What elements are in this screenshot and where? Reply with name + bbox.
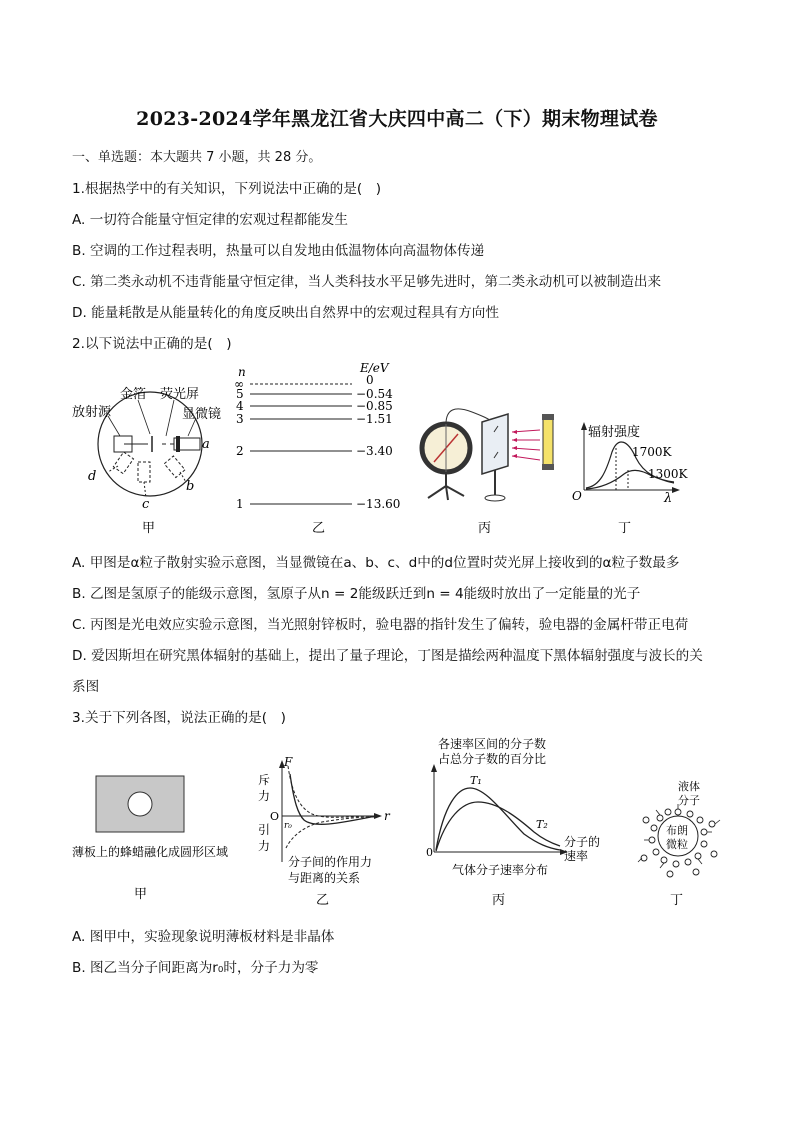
e-5: −0.54 [356, 387, 393, 401]
caption-ding: 丁 [618, 521, 632, 536]
xlabel-2: 速率 [564, 849, 589, 863]
caption-yi: 乙 [312, 521, 326, 536]
q2-fig-photoelectric [412, 362, 568, 542]
ylabel-1: 各速率区间的分子数 [438, 737, 547, 751]
q1-stem: 1.根据热学中的有关知识，下列说法中正确的是( ) [72, 181, 382, 197]
label-wax: 薄板上的蜂蜡融化成圆形区域 [72, 845, 229, 859]
q3-stem: 3.关于下列各图，说法正确的是( ) [72, 710, 286, 726]
caption-ding: 丁 [670, 893, 684, 908]
label-1700k: 1700K [632, 445, 672, 459]
label-1300k: 1300K [648, 467, 688, 481]
label-repulsive-1: 斥 [258, 773, 271, 787]
q3-fig-speed-distribution [414, 734, 610, 908]
q2-option-c: C. 丙图是光电效应实验示意图，当光照射锌板时，验电器的指针发生了偏转，验电器的金属杆带正电荷 [72, 617, 689, 633]
q2-fig-energy-levels [228, 362, 414, 542]
label-c: c [142, 497, 150, 512]
q1-option-a: A. 一切符合能量守恒定律的宏观过程都能发生 [72, 212, 348, 228]
repulsive-curve [288, 766, 376, 817]
label-repulsive-2: 力 [258, 789, 271, 803]
zinc-plate [482, 414, 508, 474]
caption-bing: 丙 [492, 893, 506, 908]
label-d: d [88, 469, 97, 484]
q2-option-b: B. 乙图是氢原子的能级示意图，氢原子从n = 2能级跃迁到n = 4能级时放出了一定能量的光子 [72, 586, 641, 602]
n-3: 3 [236, 412, 244, 426]
q1-option-d: D. 能量耗散是从能量转化的角度反映出自然界中的宏观过程具有方向性 [72, 305, 499, 321]
label-liquid-1: 液体 [678, 780, 700, 793]
label-attractive-1: 引 [258, 823, 271, 837]
q2-stem: 2.以下说法中正确的是( ) [72, 336, 232, 352]
ylabel: 辐射强度 [588, 425, 641, 440]
axis-n: n [238, 365, 246, 379]
q3-fig-brownian [626, 780, 736, 908]
axis-e: E/eV [360, 362, 389, 375]
origin: O [270, 810, 280, 823]
xlabel-1: 分子的 [564, 835, 601, 849]
q3-option-a: A. 图甲中，实验现象说明薄板材料是非晶体 [72, 929, 335, 945]
label-foil: 金箔 [120, 387, 147, 402]
uv-lamp [543, 418, 553, 466]
position-c-box [138, 462, 150, 482]
page-title: 2023-2024学年黑龙江省大庆四中高二（下）期末物理试卷 [136, 108, 658, 130]
q2-option-a: A. 甲图是α粒子散射实验示意图，当显微镜在a、b、c、d中的d位置时荧光屏上接收到的α粒子数最多 [72, 555, 680, 571]
e-2: −3.40 [356, 444, 393, 458]
label-1: 分子间的作用力 [288, 855, 373, 869]
e-1: −13.60 [356, 497, 401, 511]
label-distribution: 气体分子速率分布 [452, 863, 549, 877]
origin: 0 [426, 846, 433, 859]
origin: O [572, 489, 582, 503]
label-particle-1: 布朗 [666, 824, 688, 837]
n-inf: ∞ [234, 377, 244, 391]
n-2: 2 [236, 444, 244, 458]
caption-jia: 甲 [134, 887, 148, 902]
caption-bing: 丙 [478, 521, 492, 536]
e-4: −0.85 [356, 399, 393, 413]
label-liquid-2: 分子 [678, 794, 700, 807]
ylabel-2: 占总分子数的百分比 [438, 752, 547, 766]
label-particle-2: 微粒 [666, 838, 688, 851]
n-1: 1 [236, 497, 244, 511]
label-a: a [202, 437, 210, 452]
label-t1: T₁ [470, 774, 482, 787]
q2-option-d-cont: 系图 [72, 679, 100, 695]
label-2: 与距离的关系 [288, 871, 361, 885]
e-3: −1.51 [356, 412, 393, 426]
melted-region [128, 792, 152, 816]
e-inf: 0 [366, 373, 374, 387]
section-heading: 一、单选题：本大题共 7 小题，共 28 分。 [72, 150, 322, 165]
label-microscope: 显微镜 [182, 407, 222, 422]
q3-fig-wax-plate [68, 764, 248, 908]
caption-jia: 甲 [142, 521, 156, 536]
label-source: 放射源 [72, 405, 112, 420]
axis-f: F [284, 755, 293, 769]
q3-option-b: B. 图乙当分子间距离为r₀时，分子力为零 [72, 960, 319, 976]
position-d-box [113, 452, 133, 474]
label-attractive-2: 力 [258, 839, 271, 853]
q2-option-d: D. 爱因斯坦在研究黑体辐射的基础上，提出了量子理论，丁图是描绘两种温度下黑体辐射强度与波长的关 [72, 648, 703, 664]
q1-option-c: C. 第二类永动机不违背能量守恒定律，当人类科技水平足够先进时，第二类永动机可以被制造出来 [72, 274, 662, 290]
q2-fig-alpha-scattering [68, 362, 228, 542]
label-r0: r₀ [284, 821, 292, 831]
position-b-box [164, 456, 185, 478]
label-b: b [186, 479, 195, 494]
xlabel: λ [664, 491, 673, 506]
n-5: 5 [236, 387, 244, 401]
axis-r: r [384, 809, 390, 823]
attractive-curve [286, 817, 376, 848]
q1-option-b: B. 空调的工作过程表明，热量可以自发地由低温物体向高温物体传递 [72, 243, 485, 259]
caption-yi: 乙 [316, 893, 330, 908]
q2-fig-blackbody [566, 362, 706, 542]
label-screen: 荧光屏 [160, 387, 200, 402]
n-4: 4 [236, 399, 244, 413]
q3-fig-molecular-force [252, 752, 394, 908]
label-t2: T₂ [536, 818, 548, 831]
